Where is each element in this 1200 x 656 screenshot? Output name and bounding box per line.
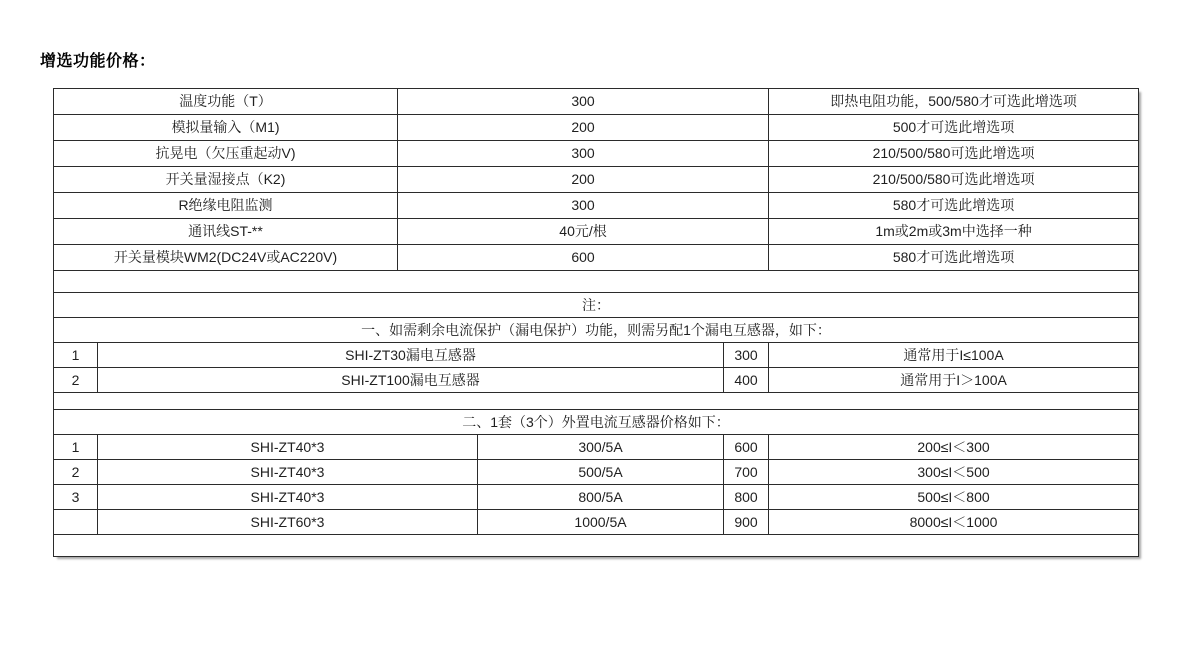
- cell-product: SHI-ZT100漏电互感器: [98, 368, 724, 393]
- pricing-table: [53, 88, 1139, 557]
- cell-product: SHI-ZT40*3: [98, 460, 478, 485]
- table-row: [54, 193, 1139, 219]
- cell-index: 2: [54, 460, 98, 485]
- cell-price: 900: [724, 510, 769, 535]
- cell-price: 300: [398, 141, 769, 167]
- section1-heading-row: [54, 318, 1139, 343]
- cell-feature: R绝缘电阻监测: [54, 193, 398, 219]
- table-row: [54, 343, 1139, 368]
- cell-range: 通常用于I≤100A: [769, 343, 1139, 368]
- cell-spec: 500/5A: [478, 460, 724, 485]
- table-row: [54, 167, 1139, 193]
- cell-range: 通常用于I＞100A: [769, 368, 1139, 393]
- cell-spec: 800/5A: [478, 485, 724, 510]
- table-row: [54, 485, 1139, 510]
- table-row: [54, 368, 1139, 393]
- cell-feature: 温度功能（T）: [54, 89, 398, 115]
- cell-product: SHI-ZT60*3: [98, 510, 478, 535]
- cell-price: 300: [398, 193, 769, 219]
- cell-price: 300: [724, 343, 769, 368]
- table-row: [54, 435, 1139, 460]
- cell-index: 1: [54, 435, 98, 460]
- spacer-row: [54, 271, 1139, 293]
- table-row: [54, 115, 1139, 141]
- cell-feature: 模拟量输入（M1): [54, 115, 398, 141]
- cell-range: 8000≤I＜1000: [769, 510, 1139, 535]
- cell-note: 1m或2m或3m中选择一种: [769, 219, 1139, 245]
- note-label: 注：: [54, 293, 1139, 318]
- cell-feature: 开关量模块WM2(DC24V或AC220V): [54, 245, 398, 271]
- cell-spec: 1000/5A: [478, 510, 724, 535]
- cell-note: 即热电阻功能，500/580才可选此增选项: [769, 89, 1139, 115]
- spacer-row: [54, 393, 1139, 410]
- cell-price: 200: [398, 167, 769, 193]
- cell-price: 600: [724, 435, 769, 460]
- cell-price: 400: [724, 368, 769, 393]
- spacer-row: [54, 535, 1139, 557]
- table-row: [54, 219, 1139, 245]
- cell-price: 600: [398, 245, 769, 271]
- table-row: [54, 141, 1139, 167]
- cell-index: [54, 510, 98, 535]
- cell-spec: 300/5A: [478, 435, 724, 460]
- cell-index: 3: [54, 485, 98, 510]
- cell-index: 1: [54, 343, 98, 368]
- empty-cell: [54, 271, 1139, 293]
- cell-note: 500才可选此增选项: [769, 115, 1139, 141]
- cell-price: 200: [398, 115, 769, 141]
- cell-note: 210/500/580可选此增选项: [769, 141, 1139, 167]
- section2-heading: 二、1套（3个）外置电流互感器价格如下：: [54, 410, 1139, 435]
- empty-cell: [54, 393, 1139, 410]
- cell-range: 300≤I＜500: [769, 460, 1139, 485]
- cell-feature: 抗晃电（欠压重起动V): [54, 141, 398, 167]
- cell-note: 210/500/580可选此增选项: [769, 167, 1139, 193]
- cell-note: 580才可选此增选项: [769, 245, 1139, 271]
- table-row: [54, 460, 1139, 485]
- note-label-row: [54, 293, 1139, 318]
- cell-feature: 通讯线ST-**: [54, 219, 398, 245]
- cell-feature: 开关量湿接点（K2): [54, 167, 398, 193]
- cell-product: SHI-ZT30漏电互感器: [98, 343, 724, 368]
- page-title: 增选功能价格：: [40, 53, 156, 70]
- table-row: [54, 510, 1139, 535]
- empty-cell: [54, 535, 1139, 557]
- cell-note: 580才可选此增选项: [769, 193, 1139, 219]
- section2-heading-row: [54, 410, 1139, 435]
- cell-price: 40元/根: [398, 219, 769, 245]
- cell-price: 300: [398, 89, 769, 115]
- section1-heading: 一、如需剩余电流保护（漏电保护）功能，则需另配1个漏电互感器，如下：: [54, 318, 1139, 343]
- table-row: [54, 89, 1139, 115]
- cell-range: 200≤I＜300: [769, 435, 1139, 460]
- cell-price: 700: [724, 460, 769, 485]
- cell-product: SHI-ZT40*3: [98, 435, 478, 460]
- cell-index: 2: [54, 368, 98, 393]
- cell-range: 500≤I＜800: [769, 485, 1139, 510]
- cell-product: SHI-ZT40*3: [98, 485, 478, 510]
- cell-price: 800: [724, 485, 769, 510]
- table-row: [54, 245, 1139, 271]
